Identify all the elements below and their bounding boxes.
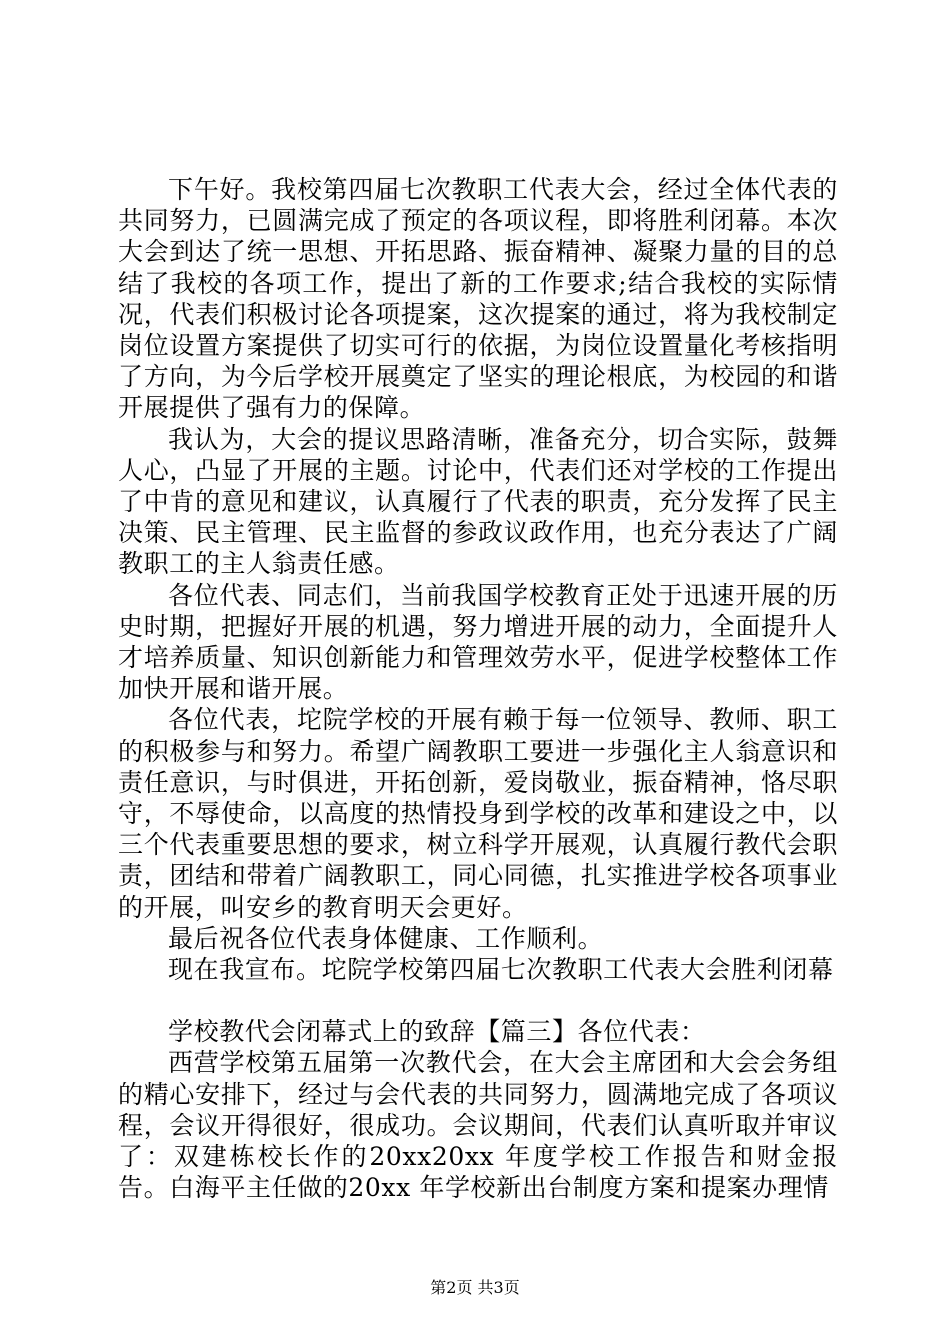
section-spacer [118,985,838,1016]
paragraph-appeal: 各位代表、同志们，当前我国学校教育正处于迅速开展的历史时期，把握好开展的机遇，努力增进开展的动力，全面提升人才培养质量、知识创新能力和管理效劳水平，促进学校整体工作加快开展和谐开展。 [118,580,838,704]
paragraph-greeting: 下午好。我校第四届七次教职工代表大会，经过全体代表的共同努力，已圆满完成了预定的各项议程，即将胜利闭幕。本次大会到达了统一思想、开拓思路、振奋精神、凝聚力量的目的总结了我校的各项工作，提出了新的工作要求;结合我校的实际情况，代表们积极讨论各项提案，这次提案的通过，将为我校制定岗位设置方案提供了切实可行的依据，为岗位设置量化考核指明了方向，为今后学校开展奠定了坚实的理论根底，为校园的和谐开展提供了强有力的保障。 [118,175,838,423]
page-footer: 第2页 共3页 [430,1278,520,1297]
document-body [118,174,838,1204]
paragraph-section-three-body: 西营学校第五届第一次教代会，在大会主席团和大会会务组的精心安排下，经过与会代表的共同努力，圆满地完成了各项议程，会议开得很好，很成功。会议期间，代表们认真听取并审议了：双建栋校长作的20xx20xx 年度学校工作报告和财金报告。白海平主任做的20xx 年学校新出台制度方案和提案办理情 [118,1048,838,1203]
section-heading: 学校教代会闭幕式上的致辞【篇三】各位代表： [168,1017,706,1047]
paragraph-expectation: 各位代表，坨院学校的开展有赖于每一位领导、教师、职工的积极参与和努力。希望广阔教职工要进一步强化主人翁意识和责任意识，与时俱进，开拓创新，爱岗敬业，振奋精神，恪尽职守，不辱使命，以高度的热情投身到学校的改革和建设之中，以三个代表重要思想的要求，树立科学开展观，认真履行教代会职责，团结和带着广阔教职工，同心同德，扎实推进学校各项事业的开展，叫安乡的教育明天会更好。 [118,705,838,922]
paragraph-opinion: 我认为，大会的提议思路清晰，准备充分，切合实际，鼓舞人心，凸显了开展的主题。讨论中，代表们还对学校的工作提出了中肯的意见和建议，认真履行了代表的职责，充分发挥了民主决策、民主管理、民主监督的参政议政作用，也充分表达了广阔教职工的主人翁责任感。 [118,424,838,579]
paragraph-closing-announcement: 现在我宣布。坨院学校第四届七次教职工代表大会胜利闭幕 [168,955,834,985]
paragraph-wishes: 最后祝各位代表身体健康、工作顺利。 [168,923,604,953]
